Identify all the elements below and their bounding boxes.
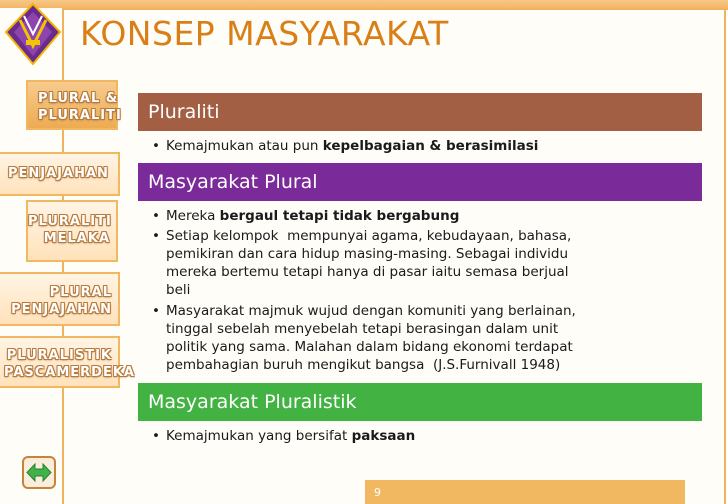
double-arrow-icon (24, 458, 54, 487)
top-band (0, 0, 728, 8)
university-logo-icon (2, 0, 64, 70)
nav-item-label: PLURALISTIK (6, 348, 112, 363)
nav-item-label: MELAKA (43, 231, 110, 246)
bullet-icon: • (152, 303, 160, 319)
nav-item-label: PLURALITI (28, 214, 112, 229)
slide-title: KONSEP MASYARAKAT (80, 14, 449, 53)
bullet-text: Kemajmukan yang bersifat (166, 428, 352, 444)
bullet-text: mereka bertemu tetapi hanya di pasar iaitu semasa berjual (166, 264, 569, 280)
bullet-text: Mereka (166, 208, 220, 224)
nav-item-label: PLURAL (49, 285, 112, 300)
footer-bar (365, 480, 685, 504)
nav-item-label: PASCAMERDEKA (4, 365, 135, 380)
nav-item-penjajahan[interactable] (0, 152, 120, 196)
bullet-text: Kemajmukan atau pun (166, 138, 323, 154)
section-header-pluraliti: Pluraliti (138, 93, 702, 131)
bullet-icon: • (152, 138, 160, 154)
bullet-text: Masyarakat majmuk wujud dengan komuniti yang berlainan, (166, 303, 576, 319)
section-header-masyarakat-plural: Masyarakat Plural (138, 163, 702, 201)
nav-item-label: PENJAJAHAN (8, 166, 109, 181)
bullet-text: Setiap kelompok mempunyai agama, kebudayaan, bahasa, (166, 228, 572, 244)
nav-item-plural-penjajahan[interactable] (0, 272, 120, 326)
bullet-emphasis: bergaul tetapi tidak bergabung (219, 208, 460, 224)
nav-item-pluraliti-melaka[interactable] (26, 200, 118, 262)
nav-item-label: PENJAJAHAN (11, 302, 112, 317)
nav-item-label: PLURALITI (38, 108, 122, 123)
section-header-masyarakat-pluralistik: Masyarakat Pluralistik (138, 383, 702, 421)
nav-item-pluralistik-pascamerdeka[interactable] (0, 336, 135, 388)
bullet-text: tinggal sebelah menyebelah tetapi berasingan dalam unit (166, 321, 559, 337)
nav-arrow-button[interactable] (22, 456, 56, 489)
bullet-text: beli (166, 282, 191, 298)
bullet-emphasis: paksaan (351, 428, 416, 444)
page-number: 9 (374, 486, 381, 499)
bullet-icon: • (152, 208, 160, 224)
nav-item-label: PLURAL & (38, 91, 119, 106)
bullet-emphasis: kepelbagaian & berasimilasi (322, 138, 539, 154)
frame-top-line (62, 8, 728, 10)
bullet-text: politik yang sama. Malahan dalam bidang ekonomi terdapat (166, 339, 573, 355)
bullet-icon: • (152, 428, 160, 444)
bullet-icon: • (152, 228, 160, 244)
nav-item-plural-pluraliti[interactable] (26, 80, 122, 130)
bullet-text: pembahagian buruh mengikut bangsa (J.S.Furnivall 1948) (166, 357, 561, 373)
bullet-text: pemikiran dan cara hidup masing-masing. Sebagai individu (166, 246, 569, 262)
frame-right-line (724, 8, 726, 504)
